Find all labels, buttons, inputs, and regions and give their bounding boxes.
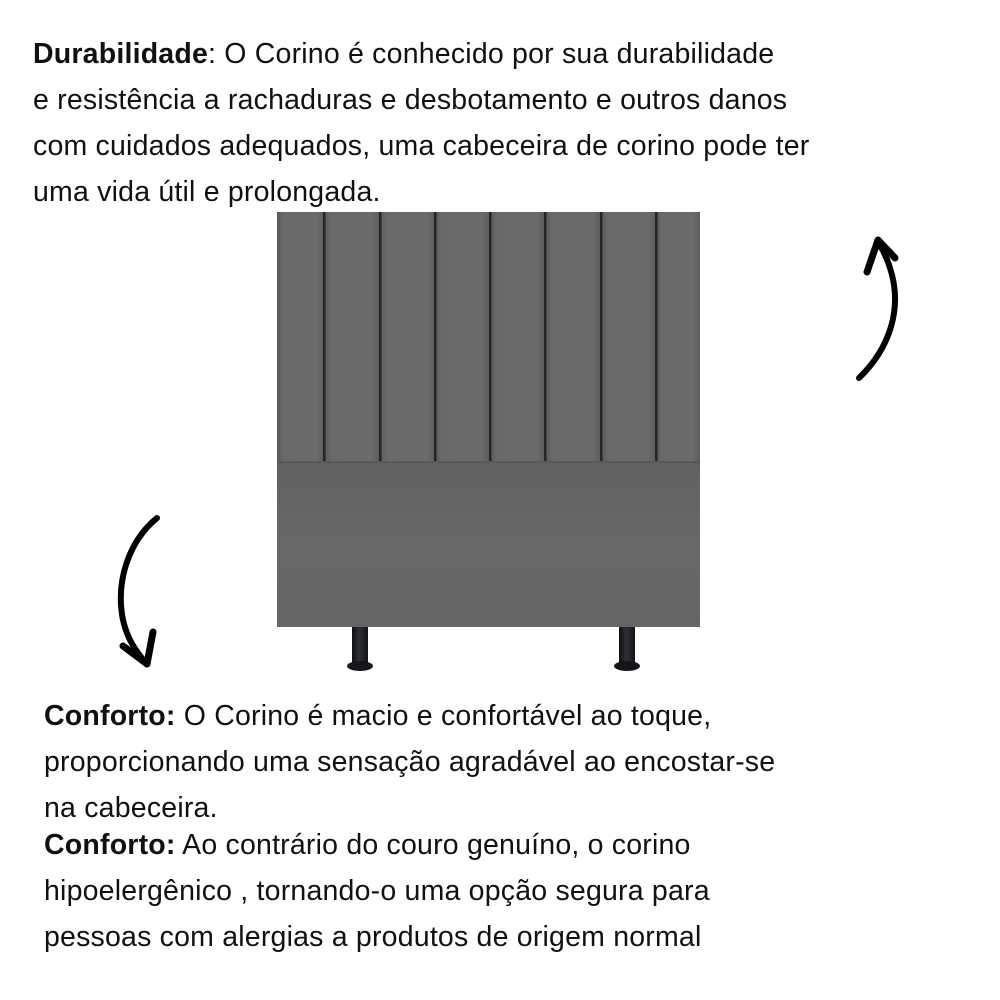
conforto2-text: Ao contrário do couro genuíno, o corino	[175, 829, 691, 861]
conforto1-line-3: na cabeceira.	[44, 792, 218, 824]
conforto2-line-2: hipoelergênico , tornando-o uma opção segura para	[44, 875, 710, 907]
channel-panels	[277, 212, 700, 462]
durabilidade-title: Durabilidade	[33, 38, 209, 70]
durabilidade-text: O Corino é conhecido por sua durabilidade	[216, 38, 775, 70]
durabilidade-paragraph	[33, 31, 809, 215]
durabilidade-separator: :	[208, 38, 217, 70]
conforto1-text: O Corino é macio e confortável ao toque,	[175, 700, 712, 732]
conforto-paragraph-2	[44, 822, 710, 960]
durabilidade-line-4: uma vida útil e prolongada.	[33, 176, 381, 208]
curved-arrow-down-icon	[105, 510, 175, 670]
durabilidade-line-3: com cuidados adequados, uma cabeceira de corino pode ter	[33, 130, 810, 162]
conforto2-title: Conforto:	[44, 829, 176, 861]
conforto1-line-2: proporcionando uma sensação agradável ao encostar-se	[44, 746, 776, 778]
conforto-paragraph-1	[44, 693, 775, 831]
durabilidade-line-2: e resistência a rachaduras e desbotamento e outros danos	[33, 84, 788, 116]
conforto1-title: Conforto:	[44, 700, 176, 732]
headboard-legs	[347, 627, 640, 671]
durabilidade-line-1	[33, 31, 809, 77]
conforto1-line-1	[44, 693, 775, 739]
headboard-image	[277, 212, 700, 627]
conforto2-line-3: pessoas com alergias a produtos de origem normal	[44, 921, 702, 953]
conforto2-line-1	[44, 822, 710, 868]
curved-arrow-up-icon	[845, 228, 915, 388]
